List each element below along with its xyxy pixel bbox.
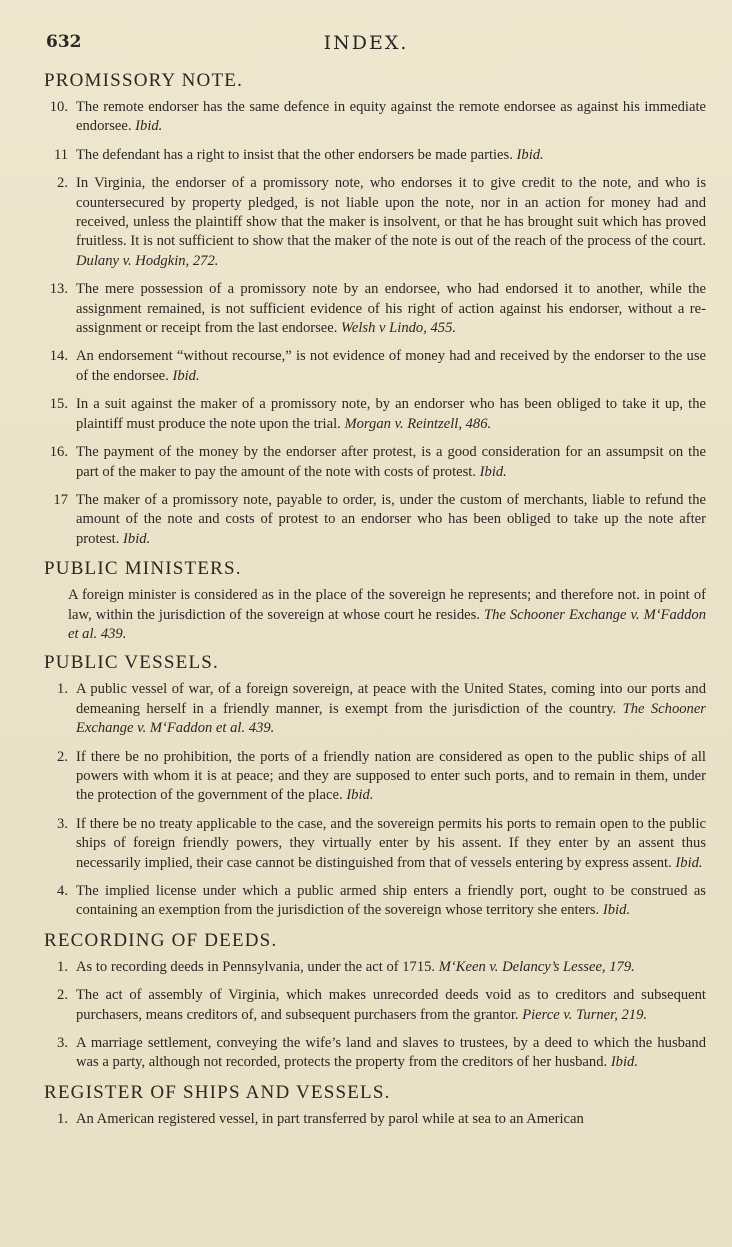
entry-number: 14. bbox=[49, 348, 68, 365]
running-head: INDEX. bbox=[323, 32, 409, 54]
entry-text: A public vessel of war, of a foreign sovereign, at peace with the United States, coming into our ports and demeaning herself in a friendly manner, is exempt from the jurisdiction of the country. bbox=[76, 681, 706, 717]
section-heading: PUBLIC VESSELS. bbox=[44, 652, 219, 674]
entry-number: 3. bbox=[57, 815, 68, 832]
entry-citation: Ibid. bbox=[516, 146, 544, 163]
entry-text: A foreign minister is considered as in the place of the sovereign he represents; and therefore not. in point of law, within the jurisdiction of the sovereign at whose court he resides. bbox=[68, 587, 706, 623]
entry-text-block bbox=[68, 587, 706, 642]
entry-text: The payment of the money by the endorser after protest, is a good consideration for an assumpsit on the part of the maker to pay the amount of the note with costs of protest. bbox=[76, 444, 706, 480]
entry-text-block bbox=[76, 280, 706, 338]
entry-number: 10. bbox=[49, 99, 68, 115]
index-entry bbox=[30, 174, 706, 271]
index-entry bbox=[30, 586, 706, 644]
index-entry bbox=[30, 395, 706, 434]
entry-text: As to recording deeds in Pennsylvania, under the act of 1715. bbox=[76, 958, 436, 975]
entry-text-block bbox=[76, 958, 706, 977]
index-entry bbox=[30, 491, 706, 549]
entry-citation: The Schooner Exchange v. M‘Faddon et al. 439. bbox=[68, 606, 706, 642]
entry-text: In a suit against the maker of a promissory note, by an endorser who has been obliged to take it up, the plaintiff must produce the note upon the trial. bbox=[76, 396, 706, 432]
page-number: 632 bbox=[46, 32, 82, 52]
entry-citation: Ibid. bbox=[675, 854, 703, 871]
entry-citation: Ibid. bbox=[123, 530, 151, 547]
entry-text-block bbox=[76, 815, 706, 873]
index-entry bbox=[30, 958, 706, 977]
index-entry bbox=[30, 146, 706, 165]
entry-citation: Ibid. bbox=[602, 902, 631, 919]
index-entry bbox=[30, 280, 706, 338]
entry-text-block bbox=[76, 680, 706, 738]
section-heading: RECORDING OF DEEDS. bbox=[44, 929, 278, 951]
section-promissory-note bbox=[30, 70, 706, 549]
entry-text: The mere possession of a promissory note by an endorsee, who had endorsed it to another, while the assignment remained, is not sufficient evidence of his right of action against his endorser, without a re-assignment or receipt from the last endorsee. bbox=[76, 281, 706, 337]
entry-number: 13. bbox=[49, 281, 68, 298]
entry-text: An endorsement “without recourse,” is not evidence of money had and received by the endorser to the use of the endorsee. bbox=[76, 348, 706, 384]
entry-number: 2. bbox=[57, 748, 68, 765]
index-entry bbox=[30, 443, 706, 482]
entry-citation: Dulany v. Hodgkin, 272. bbox=[76, 252, 219, 269]
entry-text: The act of assembly of Virginia, which makes unrecorded deeds void as to creditors and subsequent purchasers, means creditors of, and subsequent purchasers from the grantor. bbox=[76, 987, 706, 1023]
entry-number: 1. bbox=[57, 1110, 68, 1127]
entry-text: The implied license under which a public armed ship enters a friendly port, ought to be construed as containing an exemption from the jurisdiction of the sovereign whose territory she enters. bbox=[76, 883, 706, 919]
index-entry bbox=[30, 1034, 706, 1073]
entry-text: If there be no treaty applicable to the case, and the sovereign permits his ports to remain open to the public ships of foreign friendly powers, they virtually enter by his assent. If they enter by an assent thus necessarily implied, their case cannot be distinguished from that of vessels entering by express assent. bbox=[76, 815, 706, 871]
entry-citation: Ibid. bbox=[172, 367, 200, 384]
entry-citation: Welsh v Lindo, 455. bbox=[341, 320, 457, 337]
entry-citation: The Schooner Exchange v. M‘Faddon et al. 439. bbox=[76, 700, 706, 737]
page-header bbox=[0, 32, 732, 56]
entry-citation: Pierce v. Turner, 219. bbox=[522, 1006, 648, 1023]
entry-text-block bbox=[76, 986, 706, 1025]
index-entry bbox=[30, 1110, 706, 1129]
entry-text-block bbox=[76, 1034, 706, 1073]
index-entry bbox=[30, 98, 706, 137]
entry-text: A marriage settlement, conveying the wife’s land and slaves to trustees, by a deed to which the husband was a party, although not recorded, protects the property from the creditors of her husband. bbox=[76, 1035, 706, 1071]
entry-text-block bbox=[76, 491, 706, 549]
entry-citation: Morgan v. Reintzell, 486. bbox=[344, 415, 492, 432]
entry-text-block bbox=[76, 443, 706, 482]
entry-number: 17 bbox=[53, 491, 68, 508]
entry-number: 1. bbox=[57, 958, 68, 975]
section-heading: PROMISSORY NOTE. bbox=[44, 70, 244, 91]
entry-text: If there be no prohibition, the ports of a friendly nation are considered as open to the public ships of all powers with whom it is at peace; and they are supposed to enter such ports, and to remain in them, under the protection of the government of the place. bbox=[76, 748, 706, 804]
entry-text-block bbox=[76, 98, 706, 137]
section-public-vessels bbox=[30, 652, 706, 920]
entry-number: 15. bbox=[49, 396, 68, 413]
entry-text-block bbox=[76, 347, 706, 386]
index-entry bbox=[30, 680, 706, 738]
entry-number: 16. bbox=[49, 444, 68, 461]
entry-text-block bbox=[76, 174, 706, 271]
entry-text-block bbox=[76, 146, 706, 165]
entry-text: An American registered vessel, in part transferred by parol while at sea to an American bbox=[76, 1110, 584, 1127]
entry-text: In Virginia, the endorser of a promissory note, who endorses it to give credit to the note, and who is countersecured by property pledged, is not liable upon the note, nor in an action for money had and received, unless the plaintiff show that the maker is insolvent, or that he has brought suit which has proved fruitless. It is not sufficient to show that the maker of the note is out of the reach of the process of the court. bbox=[76, 175, 706, 250]
entry-text-block bbox=[76, 1110, 706, 1129]
index-entry bbox=[30, 882, 706, 921]
entry-number: 2. bbox=[57, 175, 68, 192]
entry-number: 3. bbox=[57, 1035, 68, 1052]
entry-text: The remote endorser has the same defence in equity against the remote endorsee as against his immediate endorsee. bbox=[76, 99, 706, 135]
entry-text: The maker of a promissory note, payable to order, is, under the custom of merchants, liable to refund the amount of the note and costs of protest to an endorser who has been obliged to take up the note after protest. bbox=[76, 491, 706, 547]
section-public-ministers bbox=[30, 558, 706, 644]
section-register-of-ships-and-vessels bbox=[30, 1082, 706, 1129]
entry-text-block bbox=[76, 395, 706, 434]
index-entry bbox=[30, 347, 706, 386]
entry-citation: Ibid. bbox=[479, 463, 507, 480]
index-entry bbox=[30, 748, 706, 806]
entry-citation: Ibid. bbox=[610, 1054, 638, 1071]
index-entry bbox=[30, 986, 706, 1025]
section-recording-of-deeds bbox=[30, 930, 706, 1073]
entry-text-block bbox=[76, 882, 706, 921]
entry-text: The defendant has a right to insist that the other endorsers be made parties. bbox=[76, 146, 513, 163]
entry-number: 11 bbox=[53, 146, 68, 163]
index-entry bbox=[30, 815, 706, 873]
index-content bbox=[30, 62, 706, 1138]
entry-citation: M‘Keen v. Delancy’s Lessee, 179. bbox=[438, 958, 635, 975]
entry-citation: Ibid. bbox=[135, 118, 163, 135]
entry-citation: Ibid. bbox=[346, 787, 374, 804]
section-heading: REGISTER OF SHIPS AND VESSELS. bbox=[44, 1081, 391, 1103]
section-heading: PUBLIC MINISTERS. bbox=[44, 558, 242, 580]
entry-number: 4. bbox=[57, 883, 68, 899]
entry-number: 1. bbox=[57, 681, 68, 698]
entry-number: 2. bbox=[57, 987, 68, 1004]
entry-text-block bbox=[76, 748, 706, 806]
